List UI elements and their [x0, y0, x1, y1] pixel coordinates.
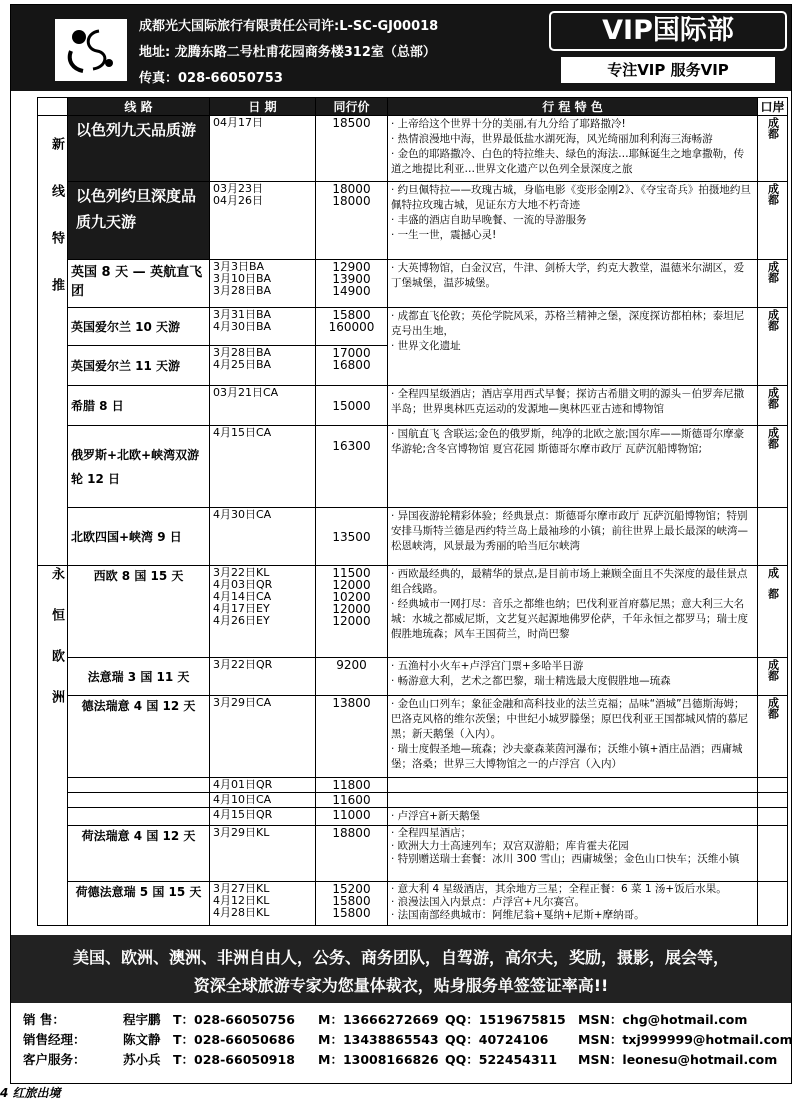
route-dates: 03月21日CA	[210, 386, 316, 426]
route-prices: 18800	[316, 826, 388, 882]
route-prices: 13500	[316, 508, 388, 566]
route-dates: 4月15日QR	[210, 808, 316, 826]
contact-name: 陈文静	[123, 1032, 161, 1047]
route-departure	[758, 793, 788, 808]
date-header: 日 期	[210, 98, 316, 116]
route-dates: 3月27日KL 4月12日KL 4月28日KL	[210, 882, 316, 926]
route-features	[388, 793, 758, 808]
route-departure	[758, 808, 788, 826]
contact-role: 客户服务：	[23, 1052, 86, 1067]
page-frame	[10, 4, 792, 1084]
route-departure	[758, 826, 788, 882]
route-features: · 成都直飞伦敦；英伦学院风采，苏格兰精神之堡，深度探访都柏林；泰坦尼克号出生地， · 世界文化遗址	[388, 308, 758, 386]
route-prices: 11000	[316, 808, 388, 826]
route-features	[388, 778, 758, 793]
table-row	[38, 882, 788, 926]
route-departure: 成都	[758, 260, 788, 308]
route-name: 以色列约旦深度品质九天游	[68, 182, 210, 260]
route-name: 北欧四国+峡湾 9 日	[68, 508, 210, 566]
table-row	[38, 696, 788, 778]
departure-header: 口岸	[758, 98, 788, 116]
table-row	[38, 808, 788, 826]
promo-line-2: 资深全球旅游专家为您量体裁衣，贴身服务单签签证率高!!	[193, 976, 609, 995]
table-row	[38, 658, 788, 696]
route-name: 西欧 8 国 15 天	[68, 566, 210, 658]
route-dates: 3月3日BA 3月10日BA 3月28日BA	[210, 260, 316, 308]
route-features: · 国航直飞 含联运;金色的俄罗斯，纯净的北欧之旅;国尔库——斯德哥尔摩豪华游轮;含冬宫博物馆 夏宫花园 斯德哥尔摩市政厅 瓦萨沉船博物馆;	[388, 426, 758, 508]
header	[11, 5, 791, 91]
route-prices: 17000 16800	[316, 346, 388, 386]
route-prices: 18000 18000	[316, 182, 388, 260]
route-name: 以色列九天品质游	[68, 116, 210, 182]
contact-qq: QQ：522454311	[445, 1052, 558, 1067]
route-dates: 4月10日CA	[210, 793, 316, 808]
route-dates: 4月01日QR	[210, 778, 316, 793]
route-name: 英国爱尔兰 11 天游	[68, 346, 210, 386]
contact-tel: T：028-66050686	[173, 1032, 295, 1047]
contact-msn[interactable]: MSN：txj999999@hotmail.com	[578, 1032, 793, 1047]
route-dates: 04月17日	[210, 116, 316, 182]
route-features: · 上帝给这个世界十分的美丽,有九分给了耶路撒冷! · 热情浪漫地中海，世界最低盐水湖死海，风光绮丽加利利海三海畅游 · 金色的耶路撒冷、白色的特拉维夫、绿色的海法…耶稣诞生之地拿撒勒，传道之地提比利亚…世界文化遗产以色列全景深度之旅	[388, 116, 758, 182]
promo-line-1: 美国、欧洲、澳洲、非洲自由人，公务、商务团队，自驾游，高尔夫，奖励，摄影，展会等，	[72, 948, 729, 967]
itinerary-table	[37, 97, 788, 926]
route-name	[68, 808, 210, 826]
contact-mobile: M：13666272669	[318, 1012, 439, 1027]
company-address: 地址: 龙腾东路二号杜甫花园商务楼312室（总部）	[139, 45, 436, 60]
route-features: · 全程四星级酒店；酒店享用西式早餐；探访古希腊文明的源头－伯罗奔尼撒半岛；世界奥林匹克运动的发源地—奥林匹亚古迹和博物馆	[388, 386, 758, 426]
route-dates: 3月22日QR	[210, 658, 316, 696]
table-row	[38, 308, 788, 346]
table-header-row	[38, 98, 788, 116]
table-row	[38, 508, 788, 566]
route-dates: 3月29日KL	[210, 826, 316, 882]
route-prices: 9200	[316, 658, 388, 696]
route-name: 英国爱尔兰 10 天游	[68, 308, 210, 346]
vip-slogan: 专注VIP 服务VIP	[561, 57, 775, 83]
route-dates: 4月30日CA	[210, 508, 316, 566]
route-features: · 异国夜游轮精彩体验；经典景点：斯德哥尔摩市政厅 瓦萨沉船博物馆；特别安排马斯特兰德是西约特兰岛上最袖珍的小镇；前往世界上最长最深的峡湾—松恩峡湾，风景最为秀丽的哈当厄尔峡湾	[388, 508, 758, 566]
logo-swirl-icon	[55, 19, 127, 81]
route-departure	[758, 508, 788, 566]
contact-role: 销 售：	[23, 1012, 65, 1027]
route-prices: 18500	[316, 116, 388, 182]
table-row	[38, 260, 788, 308]
route-departure: 成都	[758, 386, 788, 426]
route-features: · 卢浮宫+新天鹅堡	[388, 808, 758, 826]
route-name: 荷法瑞意 4 国 12 天	[68, 826, 210, 882]
category-header	[38, 98, 68, 116]
route-departure: 成都	[758, 116, 788, 182]
route-name: 德法瑞意 4 国 12 天	[68, 696, 210, 778]
route-departure: 成都	[758, 658, 788, 696]
route-dates: 3月28日BA 4月25日BA	[210, 346, 316, 386]
category-label: 新线特推	[49, 137, 64, 325]
route-name: 希腊 8 日	[68, 386, 210, 426]
table-row	[38, 566, 788, 658]
category-label: 永恒欧洲	[49, 567, 64, 731]
table-row	[38, 826, 788, 882]
vip-badge	[549, 11, 787, 85]
feature-header: 行 程 特 色	[388, 98, 758, 116]
route-departure	[758, 778, 788, 793]
table-row	[38, 386, 788, 426]
company-license-line: 成都光大国际旅行有限责任公司许:L-SC-GJ00018	[139, 19, 439, 34]
category-europe	[38, 566, 68, 926]
route-prices: 11500 12000 10200 12000 12000	[316, 566, 388, 658]
route-features: · 全程四星酒店； · 欧洲大力士高速列车；双宫双游船；库肯霍夫花园 · 特别赠送瑞士套餐：冰川 300 雪山；西庸城堡；金色山口快车；沃维小镇	[388, 826, 758, 882]
contact-mobile: M：13008166826	[318, 1052, 439, 1067]
route-dates: 3月31日BA 4月30日BA	[210, 308, 316, 346]
contact-tel: T：028-66050756	[173, 1012, 295, 1027]
route-prices: 11600	[316, 793, 388, 808]
contact-qq: QQ：1519675815	[445, 1012, 566, 1027]
route-header: 线 路	[68, 98, 210, 116]
category-new-routes	[38, 116, 68, 566]
route-name: 英国 8 天 — 英航直飞团	[68, 260, 210, 308]
route-name	[68, 793, 210, 808]
contact-name: 苏小兵	[123, 1052, 161, 1067]
route-name: 法意瑞 3 国 11 天	[68, 658, 210, 696]
route-prices: 15200 15800 15800	[316, 882, 388, 926]
route-departure: 成都	[758, 426, 788, 508]
contact-qq: QQ：40724106	[445, 1032, 549, 1047]
route-prices: 15800 160000	[316, 308, 388, 346]
route-name	[68, 778, 210, 793]
contact-role: 销售经理：	[23, 1032, 86, 1047]
route-features: · 金色山口列车；象征金融和高科技业的法兰克福；品味“酒城”吕德斯海姆；巴洛克风格的维尔茨堡；中世纪小城罗滕堡；原巴伐利亚王国都城风情的慕尼黑；新天鹅堡（入内）。 · 瑞士度假圣地—琉森；沙夫豪森莱茵河瀑布；沃维小镇+酒庄品酒；西庸城堡；洛桑；世界三大博物馆之一的卢浮宫（入内）	[388, 696, 758, 778]
contact-mobile: M：13438865543	[318, 1032, 439, 1047]
contact-name: 程宇鹏	[123, 1012, 161, 1027]
price-header: 同行价	[316, 98, 388, 116]
route-prices: 12900 13900 14900	[316, 260, 388, 308]
company-fax: 传真：028-66050753	[139, 71, 283, 86]
table-row	[38, 116, 788, 182]
route-prices: 11800	[316, 778, 388, 793]
table-row	[38, 793, 788, 808]
route-name: 荷德法意瑞 5 国 15 天	[68, 882, 210, 926]
route-features: · 西欧最经典的，最精华的景点,是目前市场上兼顾全面且不失深度的最佳景点组合线路。 · 经典城市一网打尽：音乐之都维也纳；巴伐利亚首府慕尼黑；意大利三大名城：水城之都威尼斯，文艺复兴起源地佛罗伦萨，千年永恒之都罗马；瑞士度假胜地琉森；风车王国荷兰，时尚巴黎	[388, 566, 758, 658]
route-features: · 约旦佩特拉——玫瑰古城，身临电影《变形金刚2》、《夺宝奇兵》拍摄地约旦佩特拉玫瑰古城，见证东方大地不朽奇迹 · 丰盛的酒店自助早晚餐、一流的导游服务 · 一生一世，震撼心灵!	[388, 182, 758, 260]
route-departure: 成都	[758, 696, 788, 778]
table-row	[38, 426, 788, 508]
contact-msn[interactable]: MSN：chg@hotmail.com	[578, 1012, 748, 1027]
route-departure	[758, 882, 788, 926]
route-dates: 03月23日 04月26日	[210, 182, 316, 260]
route-name: 俄罗斯+北欧+峡湾双游轮 12 日	[68, 426, 210, 508]
route-prices: 13800	[316, 696, 388, 778]
route-dates: 3月29日CA	[210, 696, 316, 778]
route-features: · 五渔村小火车+卢浮宫门票+多哈半日游 · 畅游意大利，艺术之都巴黎，瑞士精选最大度假胜地—琉森	[388, 658, 758, 696]
route-dates: 4月15日CA	[210, 426, 316, 508]
route-departure: 成都	[758, 308, 788, 386]
table-row	[38, 778, 788, 793]
page-footer: 4 红旅出境	[0, 1086, 61, 1100]
route-features: · 意大利 4 星级酒店，其余地方三星；全程正餐：6 菜 1 汤+饭后水果。 · 浪漫法国入内景点：卢浮宫+凡尔赛宫。 · 法国南部经典城市：阿维尼翁+戛纳+尼斯+摩纳哥。	[388, 882, 758, 926]
contact-msn[interactable]: MSN：leonesu@hotmail.com	[578, 1052, 778, 1067]
route-dates: 3月22日KL 4月03日QR 4月14日CA 4月17日EY 4月26日EY	[210, 566, 316, 658]
vip-title: VIP国际部	[549, 11, 787, 51]
promo-banner	[11, 935, 791, 1003]
table-row	[38, 182, 788, 260]
route-prices: 16300	[316, 426, 388, 508]
contact-tel: T：028-66050918	[173, 1052, 295, 1067]
route-features: · 大英博物馆，白金汉宫，牛津、剑桥大学，约克大教堂，温德米尔湖区，爱丁堡城堡，温莎城堡。	[388, 260, 758, 308]
route-departure: 成都	[758, 182, 788, 260]
route-departure: 成都	[758, 566, 788, 658]
route-prices: 15000	[316, 386, 388, 426]
company-logo	[55, 19, 127, 81]
